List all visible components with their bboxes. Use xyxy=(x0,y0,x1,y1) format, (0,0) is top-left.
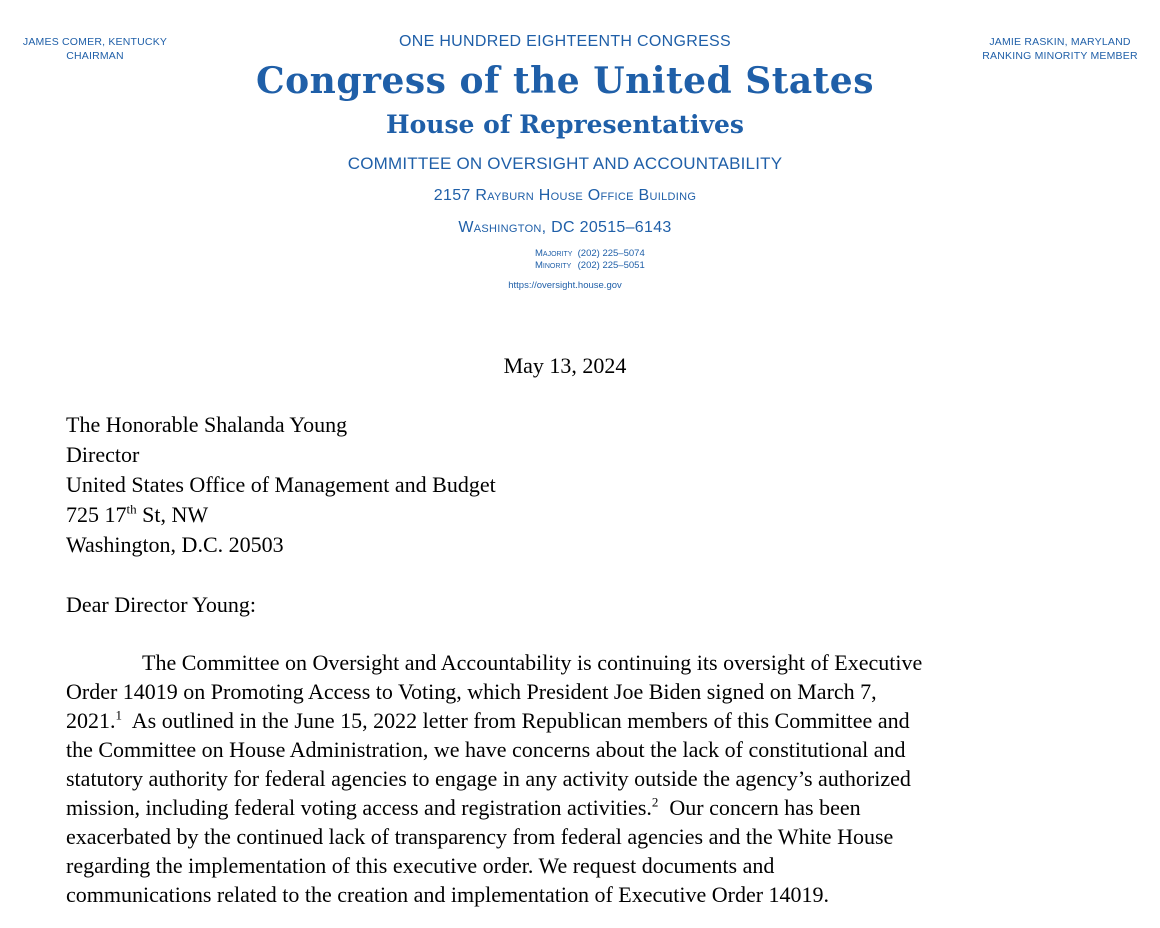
chairman-block xyxy=(0,35,190,63)
minority-phone-row xyxy=(535,260,665,272)
minority-label: Minority xyxy=(535,260,572,271)
body-line: Order 14019 on Promoting Access to Voting, which President Joe Biden signed on March 7, xyxy=(66,679,877,704)
body-line: The Committee on Oversight and Accountability is continuing its oversight of Executive xyxy=(142,650,923,675)
footnote-ref-2[interactable]: 2 xyxy=(651,794,659,810)
recipient-address xyxy=(66,410,496,560)
address-line-1: 2157 Rayburn House Office Building xyxy=(433,187,697,204)
chairman-name: JAMES COMER, KENTUCKY xyxy=(22,36,168,48)
committee-name: COMMITTEE ON OVERSIGHT AND ACCOUNTABILITY xyxy=(347,154,783,173)
body-text: mission, including federal voting access and registration activities. xyxy=(66,795,652,820)
minority-phone: (202) 225–5051 xyxy=(577,260,645,271)
body-line: exacerbated by the continued lack of transparency from federal agencies and the White House xyxy=(66,824,894,849)
street-ordinal: th xyxy=(126,501,137,517)
majority-phone: (202) 225–5074 xyxy=(577,248,645,259)
letterhead-subtitle: House of Representatives xyxy=(386,110,744,139)
recipient-title: Director xyxy=(66,442,140,467)
body-line: statutory authority for federal agencies to engage in any activity outside the agency’s authorized xyxy=(66,766,911,791)
address-line-2: Washington, DC 20515–6143 xyxy=(458,219,672,236)
recipient-city: Washington, D.C. 20503 xyxy=(66,532,284,557)
recipient-office: United States Office of Management and Budget xyxy=(66,472,496,497)
body-line: regarding the implementation of this executive order. We request documents and xyxy=(66,853,775,878)
recipient-street xyxy=(66,500,496,530)
ranking-member-title: RANKING MINORITY MEMBER xyxy=(982,50,1138,62)
letterhead xyxy=(230,32,900,292)
body-text: 2021. xyxy=(66,708,116,733)
phone-numbers xyxy=(465,248,665,272)
letterhead-title: Congress of the United States xyxy=(256,60,874,102)
recipient-name: The Honorable Shalanda Young xyxy=(66,412,348,437)
footnote-ref-1[interactable]: 1 xyxy=(115,707,122,723)
congress-number: ONE HUNDRED EIGHTEENTH CONGRESS xyxy=(399,33,731,50)
body-line xyxy=(66,706,1066,735)
body-line: communications related to the creation and implementation of Executive Order 14019. xyxy=(66,882,830,907)
majority-label: Majority xyxy=(535,248,573,259)
chairman-title: CHAIRMAN xyxy=(66,50,124,62)
ranking-member-name: JAMIE RASKIN, MARYLAND xyxy=(989,36,1131,48)
letter-date: May 13, 2024 xyxy=(503,353,627,378)
body-text: Our concern has been xyxy=(658,795,861,820)
body-line: the Committee on House Administration, we have concerns about the lack of constitutional and xyxy=(66,737,906,762)
body-text: As outlined in the June 15, 2022 letter from Republican members of this Committee and xyxy=(122,708,910,733)
body-paragraph xyxy=(66,648,1066,909)
street-number: 725 17 xyxy=(66,502,127,527)
website-link[interactable]: https://oversight.house.gov xyxy=(508,280,622,291)
body-line xyxy=(66,793,1066,822)
street-name: St, NW xyxy=(136,502,209,527)
salutation: Dear Director Young: xyxy=(66,592,257,617)
ranking-member-block xyxy=(960,35,1160,63)
majority-phone-row xyxy=(535,248,665,260)
